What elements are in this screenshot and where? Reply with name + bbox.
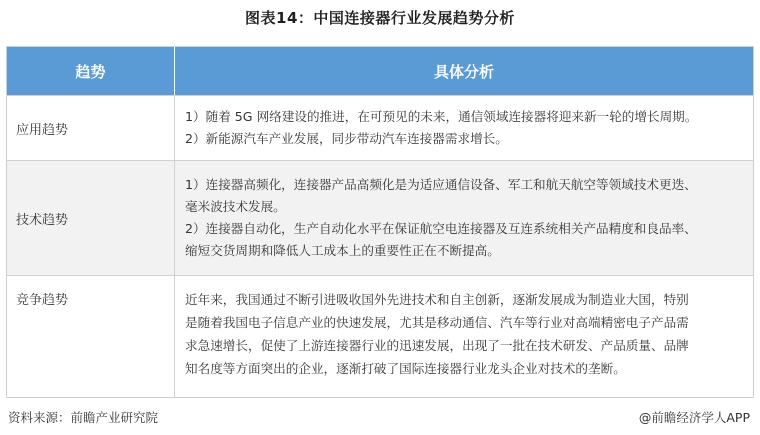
trend-table bbox=[6, 46, 754, 398]
analysis-line: 2）连接器自动化，生产自动化水平在保证航空电连接器及互连系统相关产品精度和良品率、 bbox=[185, 221, 697, 236]
row-label-application: 应用趋势 bbox=[7, 96, 175, 160]
table-row bbox=[7, 160, 753, 275]
analysis-line: 求急速增长，促使了上游连接器行业的迅速发展，出现了一批在技术研发、产品质量、品牌 bbox=[185, 338, 689, 353]
source-note: 资料来源：前瞻产业研究院 bbox=[8, 410, 159, 425]
figure-title: 图表14：中国连接器行业发展趋势分析 bbox=[245, 9, 515, 27]
header-analysis: 具体分析 bbox=[433, 62, 494, 81]
analysis-line: 知名度等方面突出的企业，逐渐打破了国际连接器行业龙头企业对技术的垄断。 bbox=[185, 361, 626, 376]
credit-note: @前瞻经济学人APP bbox=[638, 410, 750, 425]
row-analysis-competition bbox=[175, 276, 753, 397]
analysis-line: 缩短交货周期和降低人工成本上的重要性正在不断提高。 bbox=[185, 243, 500, 258]
analysis-line: 毫米波技术发展。 bbox=[185, 199, 286, 214]
analysis-line: 近年来，我国通过不断引进吸收国外先进技术和自主创新，逐渐发展成为制造业大国，特别 bbox=[185, 292, 689, 307]
analysis-line: 2）新能源汽车产业发展，同步带动汽车连接器需求增长。 bbox=[185, 131, 508, 146]
header-trend: 趋势 bbox=[7, 47, 175, 95]
table-row bbox=[7, 95, 753, 160]
analysis-line: 1）连接器高频化，连接器产品高频化是为适应通信设备、军工和航天航空等领域技术更迭、 bbox=[185, 177, 697, 192]
analysis-line: 是随着我国电子信息产业的快速发展，尤其是移动通信、汽车等行业对高端精密电子产品需 bbox=[185, 315, 689, 330]
row-label-competition: 竞争趋势 bbox=[7, 276, 175, 397]
row-analysis-application bbox=[175, 96, 753, 160]
table-row bbox=[7, 275, 753, 397]
row-analysis-technology bbox=[175, 161, 753, 275]
row-label-technology: 技术趋势 bbox=[7, 161, 175, 275]
table-header bbox=[7, 47, 753, 95]
analysis-line: 1）随着 5G 网络建设的推进，在可预见的未来，通信领域连接器将迎来新一轮的增长周期。 bbox=[185, 109, 698, 124]
